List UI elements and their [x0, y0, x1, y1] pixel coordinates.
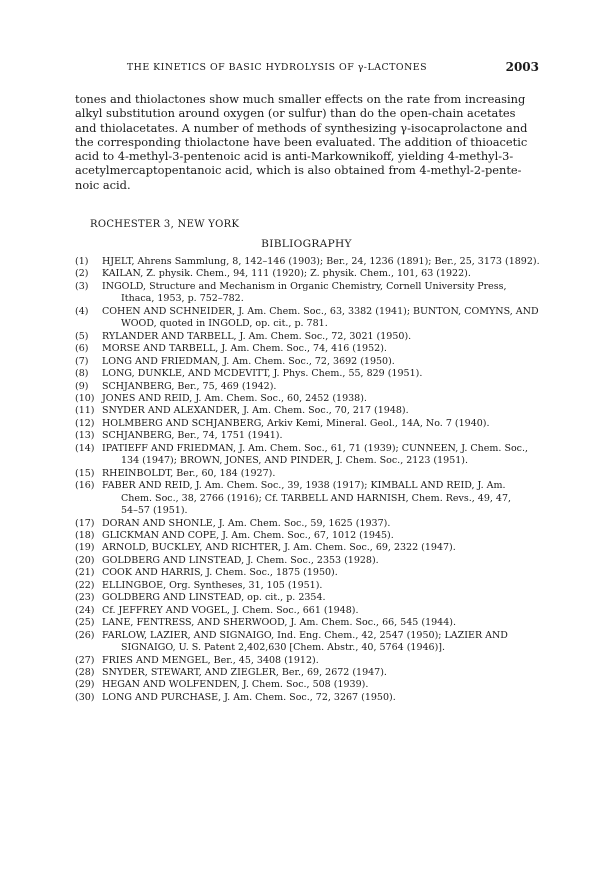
reference-number: (14) — [75, 442, 95, 454]
reference-item — [75, 343, 543, 355]
reference-number: (7) — [75, 355, 89, 367]
reference-text — [102, 592, 543, 604]
reference-number: (3) — [75, 280, 89, 292]
reference-text — [102, 555, 543, 567]
reference-text — [102, 580, 543, 592]
reference-line: INGOLD, Structure and Mechanism in Organic Chemistry, Cornell University Press, — [102, 280, 507, 292]
reference-text — [102, 393, 543, 405]
reference-number: (21) — [75, 567, 95, 579]
bibliography-heading: BIBLIOGRAPHY — [261, 238, 352, 250]
reference-item — [75, 530, 543, 542]
reference-item — [75, 356, 543, 368]
reference-text — [102, 617, 543, 629]
reference-item — [75, 617, 543, 629]
abstract-paragraph — [75, 92, 538, 192]
reference-line: GOLDBERG AND LINSTEAD, op. cit., p. 2354. — [102, 592, 326, 604]
reference-item — [75, 542, 543, 554]
reference-number: (29) — [75, 679, 95, 691]
reference-number: (23) — [75, 592, 95, 604]
reference-line: GOLDBERG AND LINSTEAD, J. Chem. Soc., 2353 (1928). — [102, 554, 379, 566]
reference-text — [102, 679, 543, 691]
reference-number: (26) — [75, 629, 95, 641]
reference-number: (2) — [75, 268, 89, 280]
reference-item — [75, 630, 543, 655]
reference-line: IPATIEFF AND FRIEDMAN, J. Am. Chem. Soc., 61, 71 (1939); CUNNEEN, J. Chem. Soc., — [102, 442, 529, 454]
reference-line: 54–57 (1951). — [121, 505, 188, 517]
reference-text — [102, 468, 543, 480]
reference-item — [75, 381, 543, 393]
abstract-line: and thiolacetates. A number of methods of synthesizing γ-isocaprolactone and — [75, 120, 528, 135]
reference-line: LONG AND PURCHASE, J. Am. Chem. Soc., 72, 3267 (1950). — [102, 691, 396, 703]
page-number: 2003 — [505, 60, 539, 74]
reference-text — [102, 343, 543, 355]
reference-item — [75, 592, 543, 604]
reference-item — [75, 667, 543, 679]
reference-item — [75, 555, 543, 567]
reference-number: (19) — [75, 542, 95, 554]
reference-item — [75, 580, 543, 592]
reference-line: LONG AND FRIEDMAN, J. Am. Chem. Soc., 72, 3692 (1950). — [102, 355, 395, 367]
abstract-line: the corresponding thiolactone have been evaluated. The addition of thioacetic — [75, 134, 528, 149]
reference-line: COOK AND HARRIS, J. Chem. Soc., 1875 (1950). — [102, 567, 338, 579]
reference-item — [75, 256, 543, 268]
reference-number: (9) — [75, 380, 89, 392]
reference-number: (1) — [75, 256, 89, 267]
reference-text — [102, 605, 543, 617]
reference-text — [102, 268, 543, 280]
reference-text — [102, 480, 543, 517]
reference-text — [102, 256, 543, 268]
reference-number: (11) — [75, 405, 95, 417]
reference-text — [102, 356, 543, 368]
reference-line: FRIES AND MENGEL, Ber., 45, 3408 (1912). — [102, 654, 319, 666]
reference-item — [75, 268, 543, 280]
reference-line: HJELT, Ahrens Sammlung, 8, 142–146 (1903); Ber., 24, 1236 (1891); Ber., 25, 3173 (1892). — [102, 256, 540, 267]
abstract-line: acetylmercaptopentanoic acid, which is also obtained from 4-methyl-2-pente- — [75, 163, 522, 178]
reference-text — [102, 281, 543, 306]
reference-line: SIGNAIGO, U. S. Patent 2,402,630 [Chem. Abstr., 40, 5764 (1946)]. — [121, 642, 446, 654]
reference-line: ELLINGBOE, Org. Syntheses, 31, 105 (1951). — [102, 579, 323, 591]
reference-number: (15) — [75, 467, 95, 479]
reference-item — [75, 331, 543, 343]
abstract-line: tones and thiolactones show much smaller effects on the rate from increasing — [75, 92, 526, 106]
reference-line: RYLANDER AND TARBELL, J. Am. Chem. Soc., 72, 3021 (1950). — [102, 330, 412, 342]
reference-number: (12) — [75, 417, 95, 429]
reference-line: KAILAN, Z. physik. Chem., 94, 111 (1920); Z. physik. Chem., 101, 63 (1922). — [102, 268, 471, 280]
reference-text — [102, 381, 543, 393]
reference-line: MORSE AND TARBELL, J. Am. Chem. Soc., 74, 416 (1952). — [102, 343, 387, 355]
reference-item — [75, 368, 543, 380]
reference-number: (4) — [75, 305, 89, 317]
reference-line: FABER AND REID, J. Am. Chem. Soc., 39, 1938 (1917); KIMBALL AND REID, J. Am. — [102, 480, 506, 492]
reference-number: (20) — [75, 554, 95, 566]
page-header — [75, 60, 539, 78]
reference-line: SNYDER AND ALEXANDER, J. Am. Chem. Soc., 70, 217 (1948). — [102, 405, 409, 417]
reference-line: SCHJANBERG, Ber., 74, 1751 (1941). — [102, 430, 283, 442]
affiliation: ROCHESTER 3, NEW YORK — [90, 219, 240, 230]
reference-line: RHEINBOLDT, Ber., 60, 184 (1927). — [102, 467, 276, 479]
reference-item — [75, 430, 543, 442]
reference-line: HEGAN AND WOLFENDEN, J. Chem. Soc., 508 (1939). — [102, 679, 369, 691]
abstract-line: noic acid. — [75, 177, 131, 192]
reference-text — [102, 443, 543, 468]
reference-number: (13) — [75, 430, 95, 442]
reference-line: Chem. Soc., 38, 2766 (1916); Cf. TARBELL AND HARNISH, Chem. Revs., 49, 47, — [121, 492, 512, 504]
reference-line: JONES AND REID, J. Am. Chem. Soc., 60, 2452 (1938). — [102, 392, 367, 404]
reference-text — [102, 667, 543, 679]
reference-line: DORAN AND SHONLE, J. Am. Chem. Soc., 59, 1625 (1937). — [102, 517, 391, 529]
reference-item — [75, 692, 543, 704]
reference-item — [75, 306, 543, 331]
reference-text — [102, 306, 543, 331]
abstract-line: alkyl substitution around oxygen (or sulfur) than do the open-chain acetates — [75, 106, 516, 121]
reference-item — [75, 405, 543, 417]
reference-text — [102, 567, 543, 579]
reference-line: Ithaca, 1953, p. 752–782. — [121, 293, 244, 305]
reference-line: Cf. JEFFREY AND VOGEL, J. Chem. Soc., 661 (1948). — [102, 604, 359, 616]
reference-text — [102, 418, 543, 430]
reference-item — [75, 281, 543, 306]
reference-item — [75, 679, 543, 691]
abstract-line: acid to 4-methyl-3-pentenoic acid is anti-Markownikoff, yielding 4-methyl-3- — [75, 149, 514, 164]
reference-list — [75, 256, 543, 704]
reference-text — [102, 630, 543, 655]
reference-line: LONG, DUNKLE, AND MCDEVITT, J. Phys. Chem., 55, 829 (1951). — [102, 368, 423, 380]
reference-text — [102, 542, 543, 554]
reference-item — [75, 518, 543, 530]
reference-item — [75, 567, 543, 579]
reference-line: WOOD, quoted in INGOLD, op. cit., p. 781. — [121, 318, 328, 330]
reference-number: (27) — [75, 654, 95, 666]
reference-item — [75, 468, 543, 480]
running-title: THE KINETICS OF BASIC HYDROLYSIS OF γ-LACTONES — [126, 62, 428, 73]
reference-text — [102, 692, 543, 704]
reference-line: ARNOLD, BUCKLEY, AND RICHTER, J. Am. Chem. Soc., 69, 2322 (1947). — [102, 542, 456, 554]
reference-line: HOLMBERG AND SCHJANBERG, Arkiv Kemi, Mineral. Geol., 14A, No. 7 (1940). — [102, 417, 490, 429]
reference-line: GLICKMAN AND COPE, J. Am. Chem. Soc., 67, 1012 (1945). — [102, 529, 394, 541]
reference-number: (28) — [75, 666, 95, 678]
reference-item — [75, 480, 543, 517]
reference-item — [75, 655, 543, 667]
reference-number: (16) — [75, 480, 95, 492]
reference-number: (24) — [75, 604, 95, 616]
reference-number: (10) — [75, 392, 95, 404]
reference-number: (30) — [75, 691, 95, 703]
reference-text — [102, 368, 543, 380]
reference-number: (6) — [75, 343, 89, 355]
reference-text — [102, 655, 543, 667]
reference-number: (5) — [75, 330, 89, 342]
reference-item — [75, 443, 543, 468]
reference-number: (25) — [75, 617, 95, 629]
reference-text — [102, 405, 543, 417]
reference-number: (17) — [75, 517, 95, 529]
reference-line: 134 (1947); BROWN, JONES, AND PINDER, J. Chem. Soc., 2123 (1951). — [121, 455, 469, 467]
reference-item — [75, 393, 543, 405]
reference-number: (18) — [75, 529, 95, 541]
reference-line: SNYDER, STEWART, AND ZIEGLER, Ber., 69, 2672 (1947). — [102, 666, 387, 678]
reference-text — [102, 530, 543, 542]
reference-number: (22) — [75, 579, 95, 591]
reference-text — [102, 518, 543, 530]
reference-line: LANE, FENTRESS, AND SHERWOOD, J. Am. Chem. Soc., 66, 545 (1944). — [102, 617, 456, 629]
reference-item — [75, 605, 543, 617]
reference-line: COHEN AND SCHNEIDER, J. Am. Chem. Soc., 63, 3382 (1941); BUNTON, COMYNS, AND — [102, 305, 539, 317]
reference-text — [102, 430, 543, 442]
reference-line: FARLOW, LAZIER, AND SIGNAIGO, Ind. Eng. Chem., 42, 2547 (1950); LAZIER AND — [102, 629, 508, 641]
reference-item — [75, 418, 543, 430]
reference-number: (8) — [75, 368, 89, 380]
reference-line: SCHJANBERG, Ber., 75, 469 (1942). — [102, 380, 277, 392]
reference-text — [102, 331, 543, 343]
